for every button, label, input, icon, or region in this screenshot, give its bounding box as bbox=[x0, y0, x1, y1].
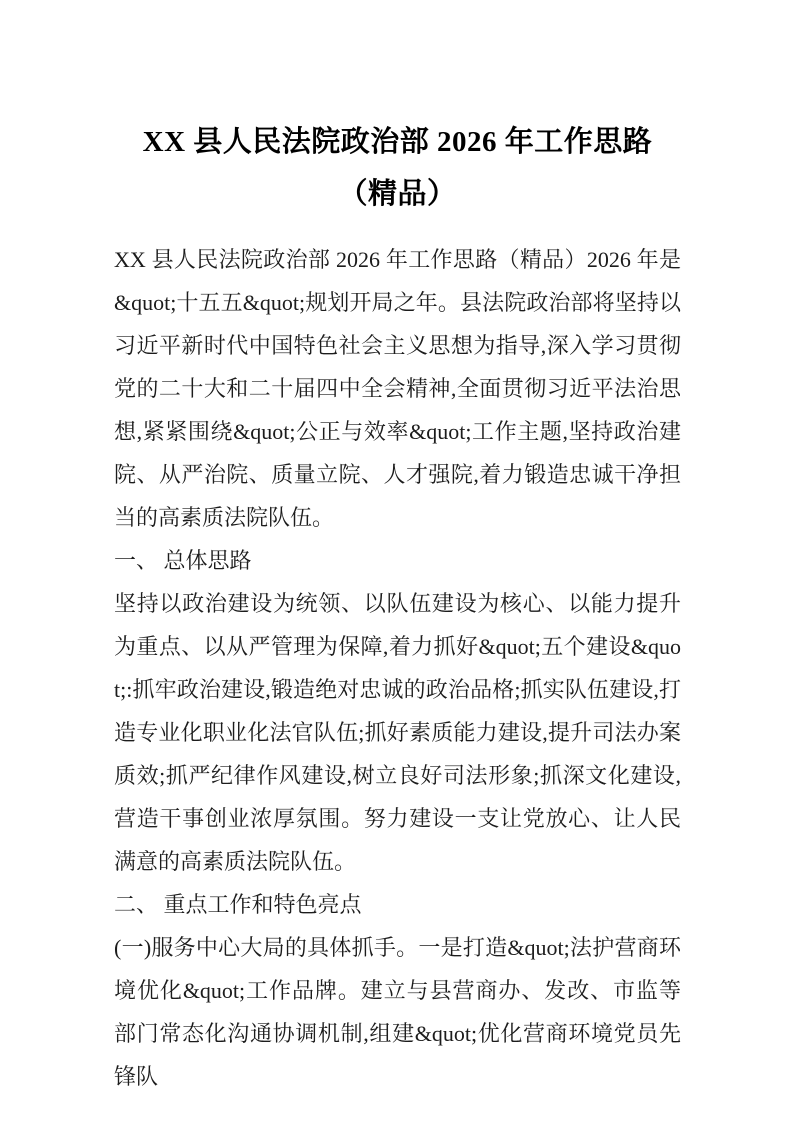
paragraph-intro: XX 县人民法院政治部 2026 年工作思路（精品）2026 年是&quot;十五五&quot;规划开局之年。县法院政治部将坚持以习近平新时代中国特色社会主义思想为指导,深入学习贯彻党的二十大和二十届四中全会精神,全面贯彻习近平法治思想,紧紧围绕&quot;公正与效率&quot;工作主题,坚持政治建院、从严治院、质量立院、人才强院,着力锻造忠诚干净担当的高素质法院队伍。 bbox=[114, 247, 681, 530]
heading-overall-approach: 一、 总体思路 bbox=[114, 548, 252, 573]
paragraph-key-work: (一)服务中心大局的具体抓手。一是打造&quot;法护营商环境优化&quot;工作品牌。建立与县营商办、发改、市监等部门常态化沟通协调机制,组建&quot;优化营商环境党员先锋队 bbox=[114, 935, 681, 1089]
document-title: XX 县人民法院政治部 2026 年工作思路（精品） bbox=[142, 126, 653, 210]
paragraph-overall-approach: 坚持以政治建设为统领、以队伍建设为核心、以能力提升为重点、以从严管理为保障,着力抓好&quot;五个建设&quot;:抓牢政治建设,锻造绝对忠诚的政治品格;抓实队伍建设,打造专业化职业化法官队伍;抓好素质能力建设,提升司法办案质效;抓严纪律作风建设,树立良好司法形象;抓深文化建设,营造干事创业浓厚氛围。努力建设一支让党放心、让人民满意的高素质法院队伍。 bbox=[114, 591, 681, 874]
heading-key-work: 二、 重点工作和特色亮点 bbox=[114, 892, 362, 917]
